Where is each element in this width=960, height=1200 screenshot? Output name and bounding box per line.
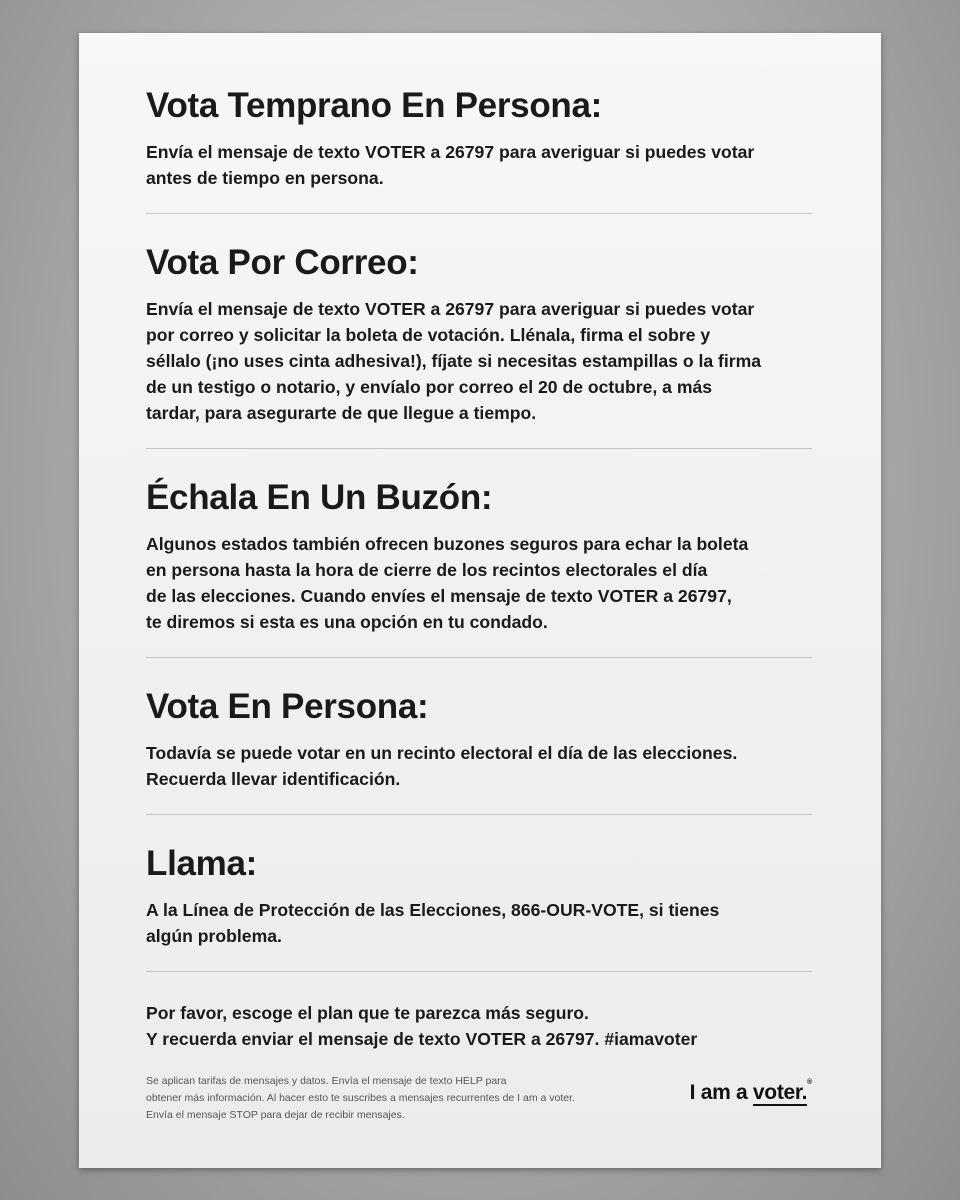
fine-print: [146, 1073, 616, 1124]
divider: [146, 814, 812, 815]
closing-message: [146, 1000, 812, 1052]
body-line: Algunos estados también ofrecen buzones seguros para echar la boleta: [146, 534, 749, 554]
divider: [146, 213, 812, 214]
section-body: [146, 897, 812, 949]
section-title: Vota Por Correo:: [146, 243, 419, 282]
section-body: [146, 740, 812, 792]
section-call: [146, 843, 812, 949]
closing-line: Por favor, escoge el plan que te parezca más seguro.: [146, 1003, 589, 1023]
poster: [79, 33, 881, 1168]
footer: [146, 1073, 812, 1133]
body-line: por correo y solicitar la boleta de votación. Llénala, firma el sobre y: [146, 325, 711, 345]
closing-line: Y recuerda enviar el mensaje de texto VOTER a 26797. #iamavoter: [146, 1029, 698, 1049]
section-in-person: [146, 686, 812, 792]
fine-print-line: Se aplican tarifas de mensajes y datos. Envía el mensaje de texto HELP para: [146, 1075, 507, 1087]
section-title: Vota En Persona:: [146, 687, 429, 726]
divider: [146, 657, 812, 658]
body-line: Todavía se puede votar en un recinto electoral el día de las elecciones.: [146, 743, 738, 763]
body-line: en persona hasta la hora de cierre de los recintos electorales el día: [146, 560, 708, 580]
body-line: tardar, para asegurarte de que llegue a tiempo.: [146, 403, 537, 423]
body-line: te diremos si esta es una opción en tu condado.: [146, 612, 548, 632]
section-title: Vota Temprano En Persona:: [146, 86, 603, 125]
i-am-a-voter-logo: [690, 1081, 812, 1105]
closing-text: [146, 1000, 812, 1052]
section-body: [146, 296, 812, 426]
logo-prefix: I am a: [689, 1081, 753, 1104]
body-line: de las elecciones. Cuando envíes el mensaje de texto VOTER a 26797,: [146, 586, 732, 606]
body-line: A la Línea de Protección de las Elecciones, 866-OUR-VOTE, si tienes: [146, 900, 720, 920]
body-line: algún problema.: [146, 926, 282, 946]
body-line: Envía el mensaje de texto VOTER a 26797 para averiguar si puedes votar: [146, 299, 755, 319]
fine-print-line: Envía el mensaje STOP para dejar de recibir mensajes.: [146, 1109, 405, 1121]
section-title: Échala En Un Buzón:: [146, 478, 493, 517]
poster-content: [146, 85, 812, 1052]
section-vote-by-mail: [146, 242, 812, 426]
body-line: antes de tiempo en persona.: [146, 168, 384, 188]
section-title: Llama:: [146, 844, 258, 883]
divider: [146, 448, 812, 449]
body-line: de un testigo o notario, y envíalo por correo el 20 de octubre, a más: [146, 377, 713, 397]
section-drop-box: [146, 477, 812, 635]
divider: [146, 971, 812, 972]
fine-print-line: obtener más información. Al hacer esto te suscribes a mensajes recurrentes de I am a voter.: [146, 1092, 575, 1104]
section-early-voting: [146, 85, 812, 191]
body-line: Recuerda llevar identificación.: [146, 769, 401, 789]
logo-word: voter.: [752, 1081, 808, 1104]
body-line: séllalo (¡no uses cinta adhesiva!), fíjate si necesitas estampillas o la firma: [146, 351, 762, 371]
section-body: [146, 139, 812, 191]
registered-mark: ®: [807, 1079, 812, 1086]
body-line: Envía el mensaje de texto VOTER a 26797 para averiguar si puedes votar: [146, 142, 755, 162]
section-body: [146, 531, 812, 635]
